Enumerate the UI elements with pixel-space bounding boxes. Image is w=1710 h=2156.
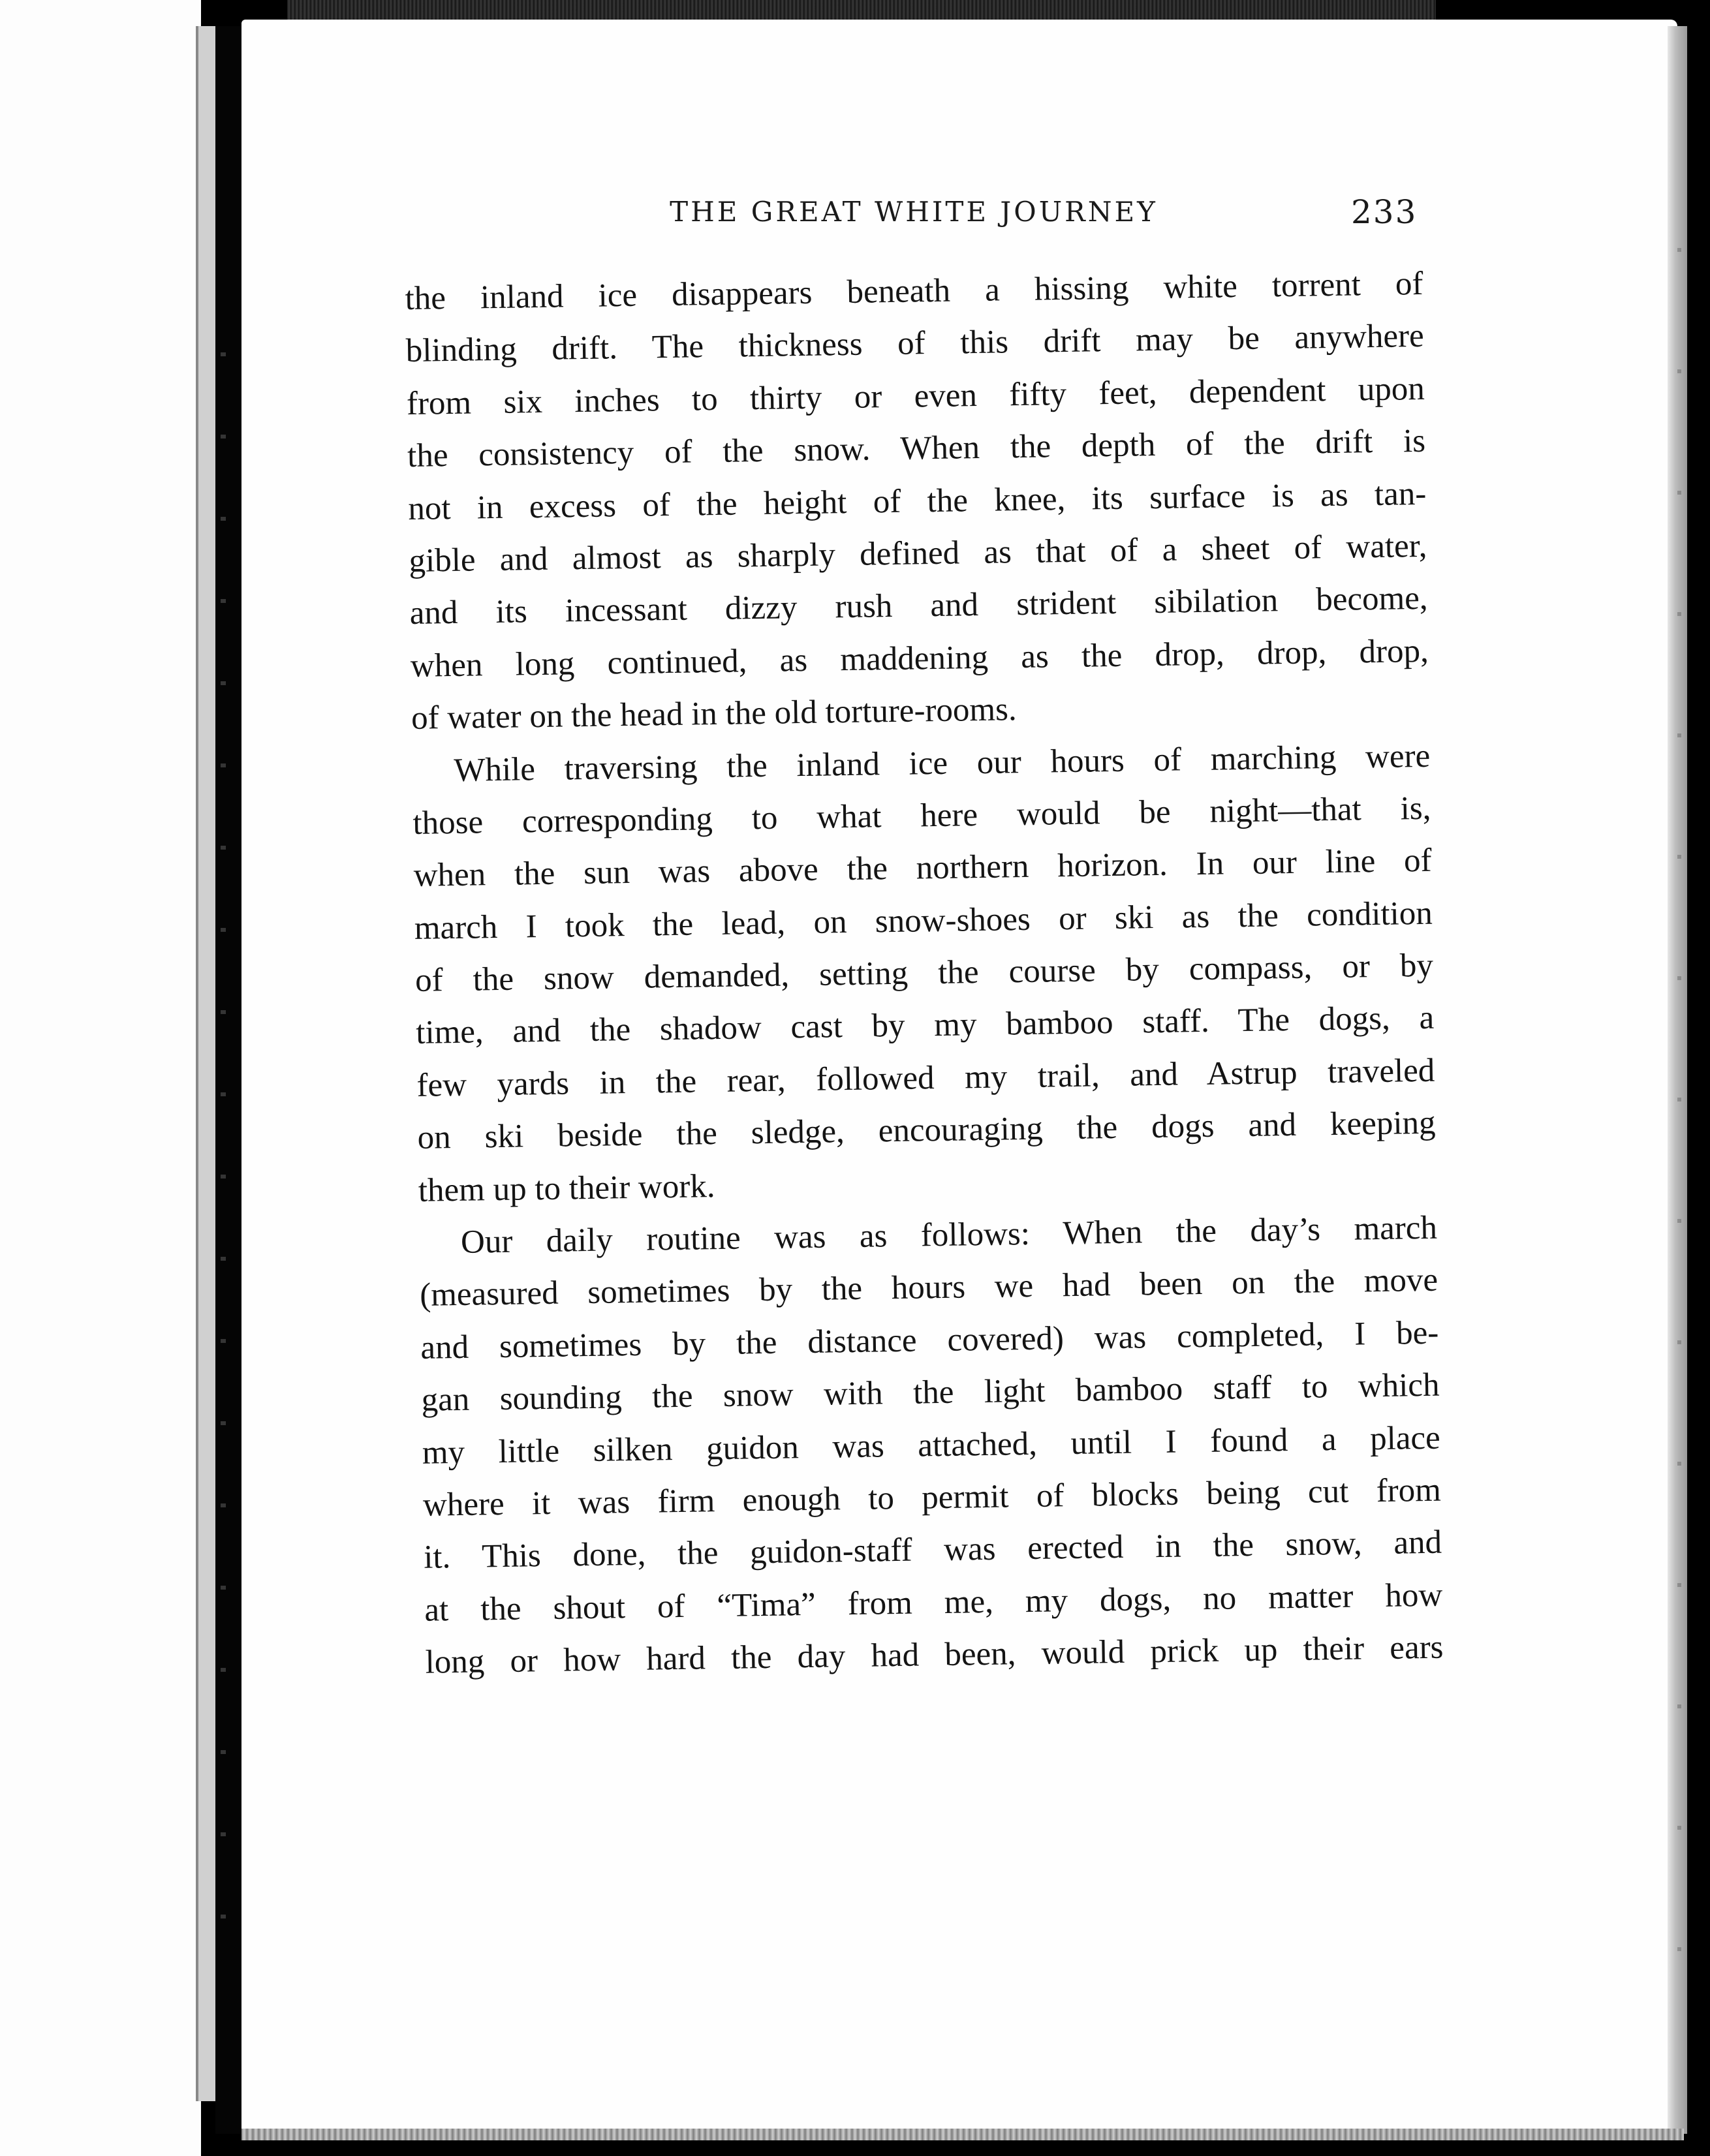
text-line: the inland ice disappears beneath a hissing white torrent of bbox=[405, 265, 1423, 317]
text-line: blinding drift. The thickness of this drift may be anywhere bbox=[405, 318, 1425, 370]
text-line: gan sounding the snow with the light bamboo staff to which bbox=[421, 1366, 1440, 1419]
text-line: when long continued, as maddening as the drop, drop, drop, bbox=[410, 632, 1429, 685]
text-line: of water on the head in the old torture-rooms. bbox=[411, 691, 1018, 737]
text-line: of the snow demanded, setting the course by compass, or by bbox=[414, 947, 1434, 999]
text-line: few yards in the rear, followed my trail, and Astrup traveled bbox=[416, 1052, 1435, 1104]
text-line: them up to their work. bbox=[418, 1167, 715, 1209]
top-page-edge bbox=[287, 0, 1436, 20]
text-line: While traversing the inland ice our hours of marching were bbox=[453, 737, 1431, 789]
text-line: from six inches to thirty or even fifty feet, dependent upon bbox=[406, 370, 1425, 422]
text-line: not in excess of the height of the knee, its surface is as tan- bbox=[407, 475, 1427, 527]
text-line: at the shout of “Tima” from me, my dogs, no matter how bbox=[424, 1577, 1443, 1629]
left-page bbox=[0, 0, 201, 2156]
text-line: and sometimes by the distance covered) was completed, I be- bbox=[420, 1314, 1439, 1366]
edge-specks bbox=[1677, 131, 1681, 2023]
gutter-specks bbox=[221, 274, 226, 1971]
text-line: march I took the lead, on snow-shoes or ski as the condition bbox=[414, 895, 1433, 947]
text-line: and its incessant dizzy rush and strident sibilation become, bbox=[409, 580, 1428, 632]
body-text bbox=[405, 258, 1444, 1689]
text-line: those corresponding to what here would be night—that is, bbox=[412, 790, 1431, 842]
text-line: it. This done, the guidon-staff was erected in the snow, and bbox=[423, 1524, 1442, 1577]
bottom-page-edge bbox=[241, 2129, 1684, 2140]
text-line: long or how hard the day had been, would prick up their ears bbox=[425, 1629, 1444, 1681]
text-line: gible and almost as sharply defined as that of a sheet of water, bbox=[409, 527, 1427, 579]
text-line: Our daily routine was as follows: When the day’s march bbox=[460, 1209, 1438, 1261]
text-line: my little silken guidon was attached, until I found a place bbox=[422, 1419, 1441, 1471]
left-page-edge bbox=[196, 26, 218, 2101]
book-gutter bbox=[215, 26, 241, 2134]
text-line: when the sun was above the northern horizon. In our line of bbox=[413, 842, 1432, 895]
page-number: 233 bbox=[1351, 193, 1418, 231]
running-head: THE GREAT WHITE JOURNEY bbox=[670, 196, 1158, 228]
text-line: on ski beside the sledge, encouraging the dogs and keeping bbox=[417, 1104, 1436, 1157]
text-line: where it was firm enough to permit of blocks being cut from bbox=[422, 1471, 1442, 1524]
text-line: the consistency of the snow. When the depth of the drift is bbox=[407, 423, 1426, 475]
text-line: time, and the shadow cast by my bamboo staff. The dogs, a bbox=[415, 1000, 1435, 1052]
text-line: (measured sometimes by the hours we had been on the move bbox=[419, 1262, 1438, 1314]
